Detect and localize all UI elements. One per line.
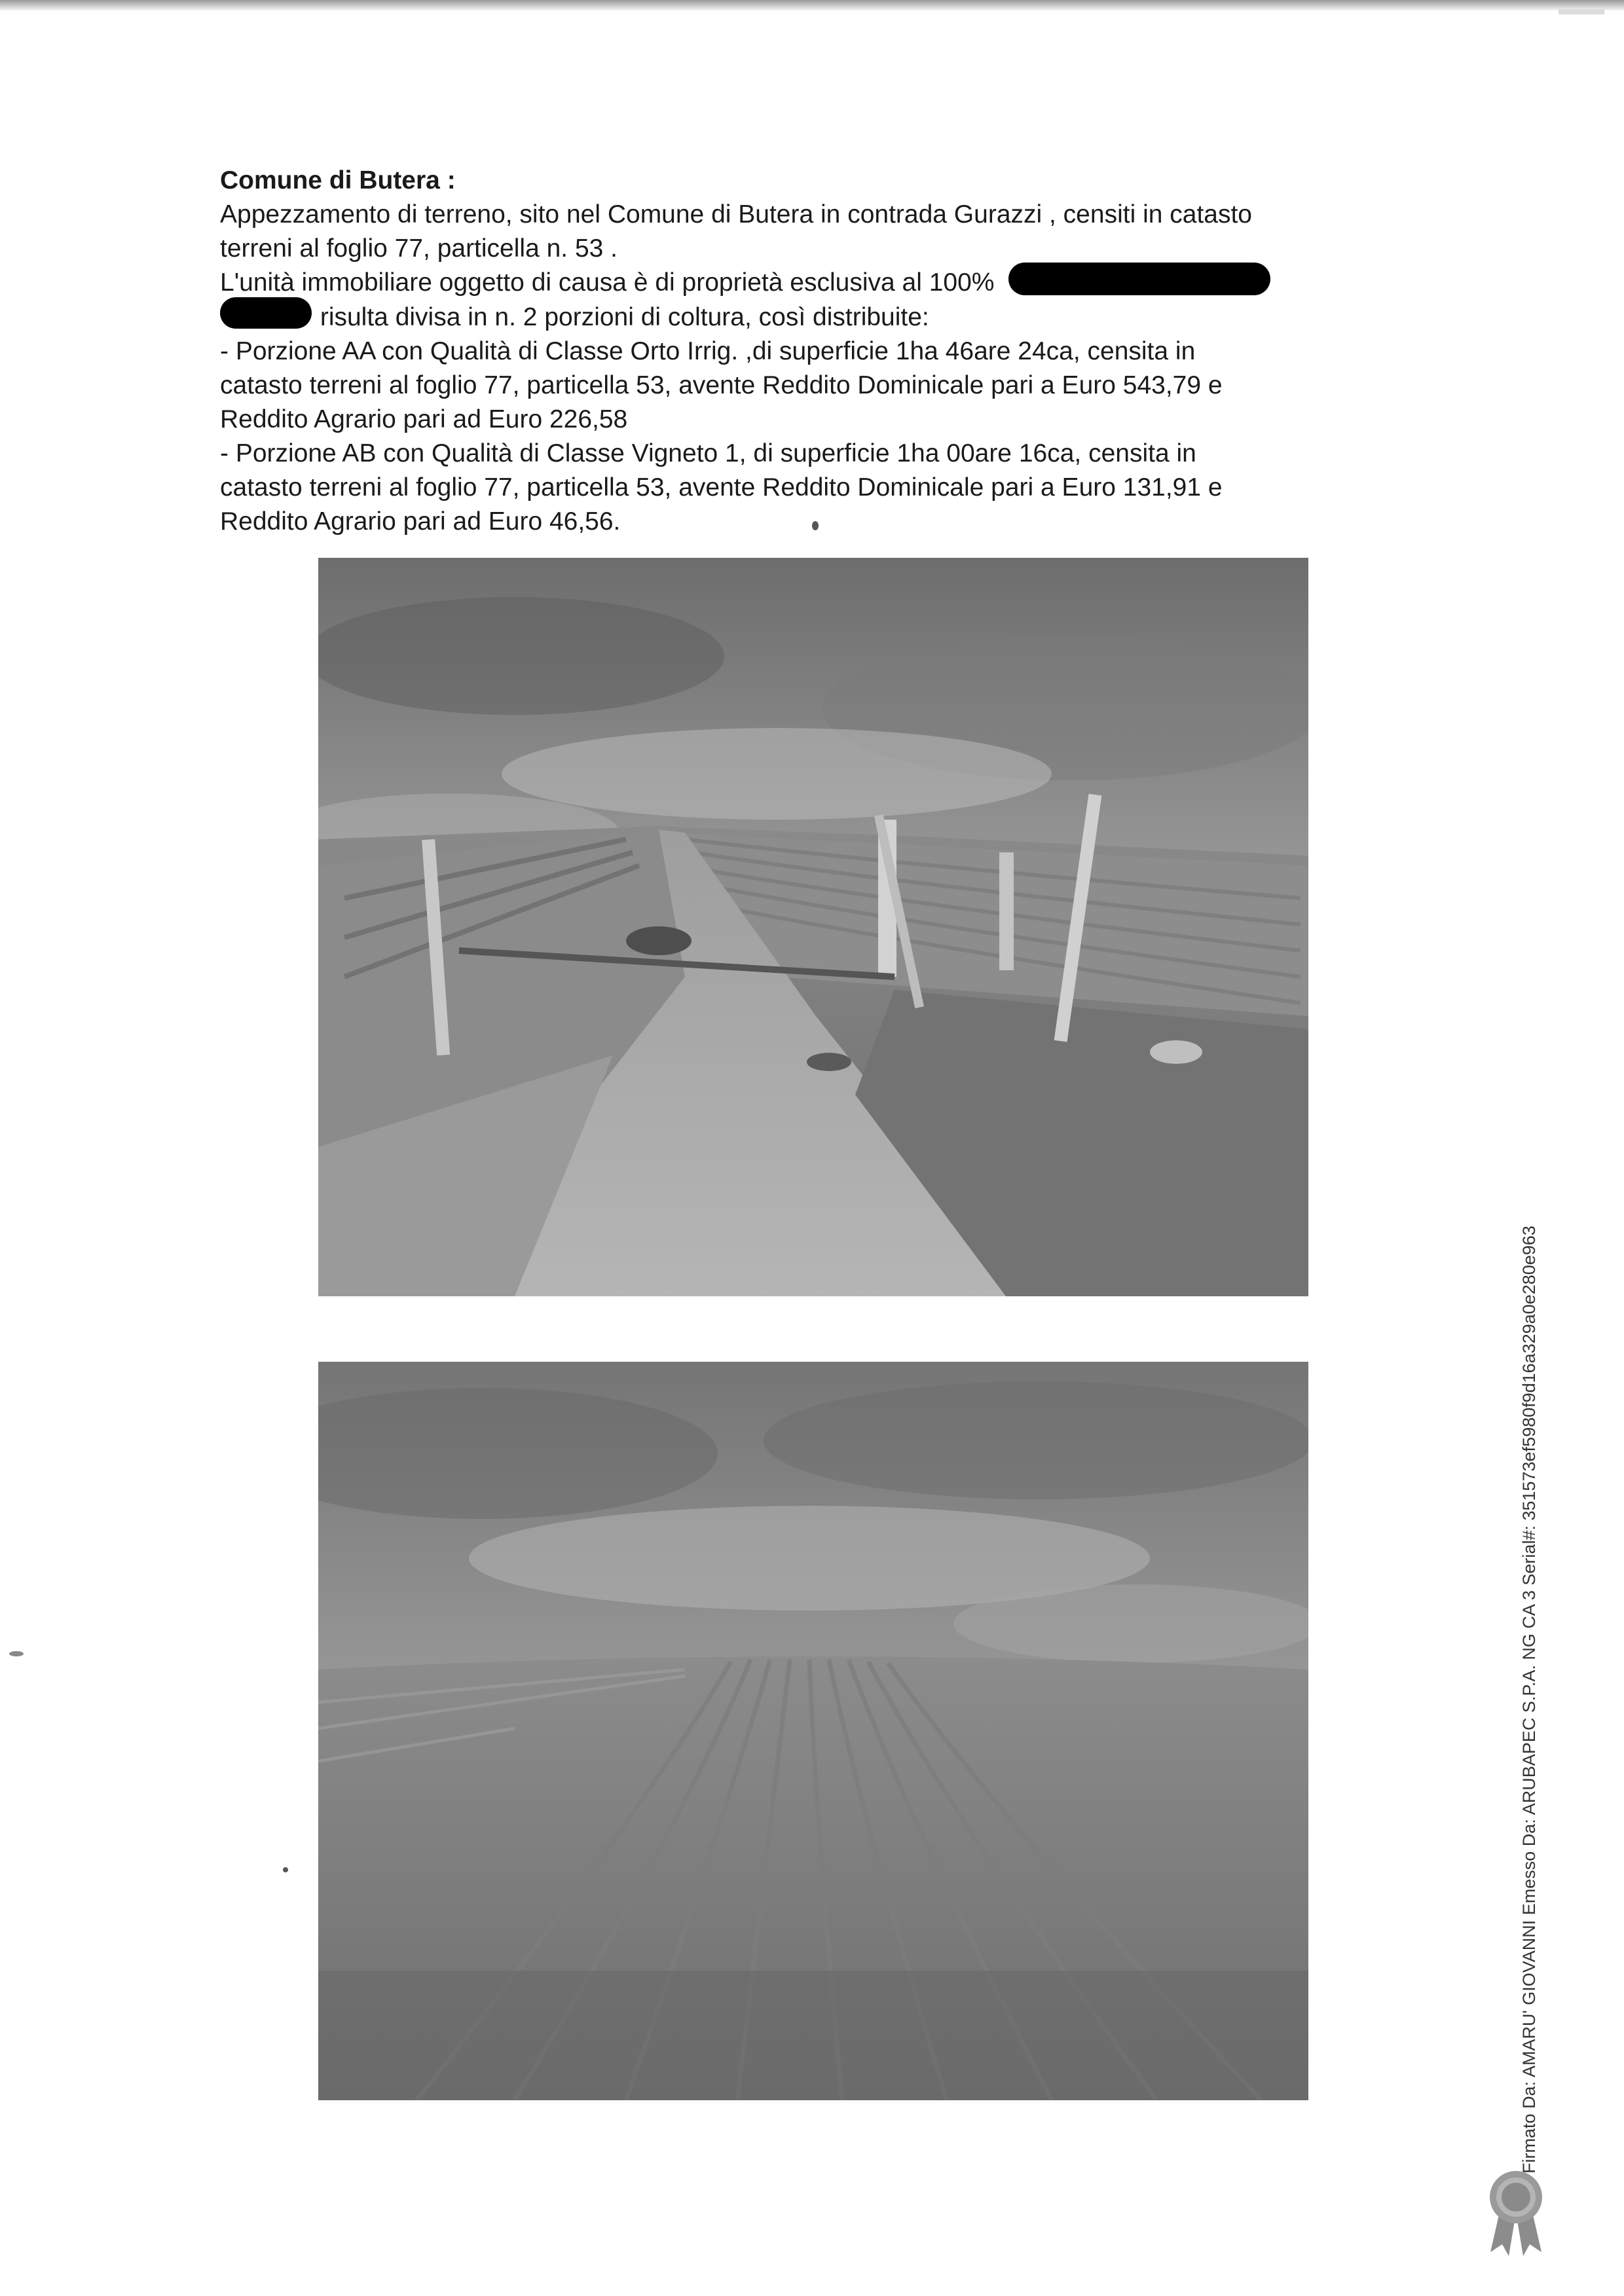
redaction-owner-name	[1008, 263, 1270, 295]
body-line-8: - Porzione AB con Qualità di Classe Vigneto 1, di superficie 1ha 00are 16ca, censita in	[220, 439, 1196, 467]
scan-top-edge	[0, 0, 1624, 10]
redaction-owner-name-continued	[220, 297, 312, 329]
body-line-3	[220, 266, 1392, 301]
certification-seal-icon	[1481, 2167, 1551, 2256]
scan-artifact	[1559, 9, 1604, 14]
body-line-5: - Porzione AA con Qualità di Classe Orto Irrig. ,di superficie 1ha 46are 24ca, censita in	[220, 337, 1196, 365]
body-line-7: Reddito Agrario pari ad Euro 226,58	[220, 405, 628, 433]
body-line-10: Reddito Agrario pari ad Euro 46,56.	[220, 507, 621, 536]
photo-plowed-field	[318, 1362, 1308, 2100]
ownership-text: L'unità immobiliare oggetto di causa è di proprietà esclusiva al 100%	[220, 268, 995, 297]
scan-speck	[283, 1867, 288, 1872]
section-heading: Comune di Butera :	[220, 166, 456, 194]
scan-speck	[9, 1651, 24, 1656]
body-line-9: catasto terreni al foglio 77, particella 53, avente Reddito Dominicale pari a Euro 131,91 e	[220, 473, 1223, 501]
document-body	[220, 164, 1392, 539]
scan-speck	[812, 521, 819, 530]
photo-field-entrance-image	[318, 558, 1308, 1296]
photo-plowed-field-image	[318, 1362, 1308, 2100]
signature-text: Firmato Da: AMARU' GIOVANNI Emesso Da: ARUBAPEC S.P.A. NG CA 3 Serial#: 351573ef5980f9d16a329a0e280e963	[1519, 1226, 1539, 2174]
photo-field-entrance	[318, 558, 1308, 1296]
body-line-6: catasto terreni al foglio 77, particella 53, avente Reddito Dominicale pari a Euro 543,79 e	[220, 371, 1223, 399]
body-line-2: terreni al foglio 77, particella n. 53 .	[220, 234, 618, 263]
body-line-1: Appezzamento di terreno, sito nel Comune di Butera in contrada Gurazzi , censiti in catasto	[220, 200, 1252, 228]
body-line-4	[220, 301, 1392, 335]
division-text: risulta divisa in n. 2 porzioni di coltura, così distribuite:	[313, 302, 929, 331]
